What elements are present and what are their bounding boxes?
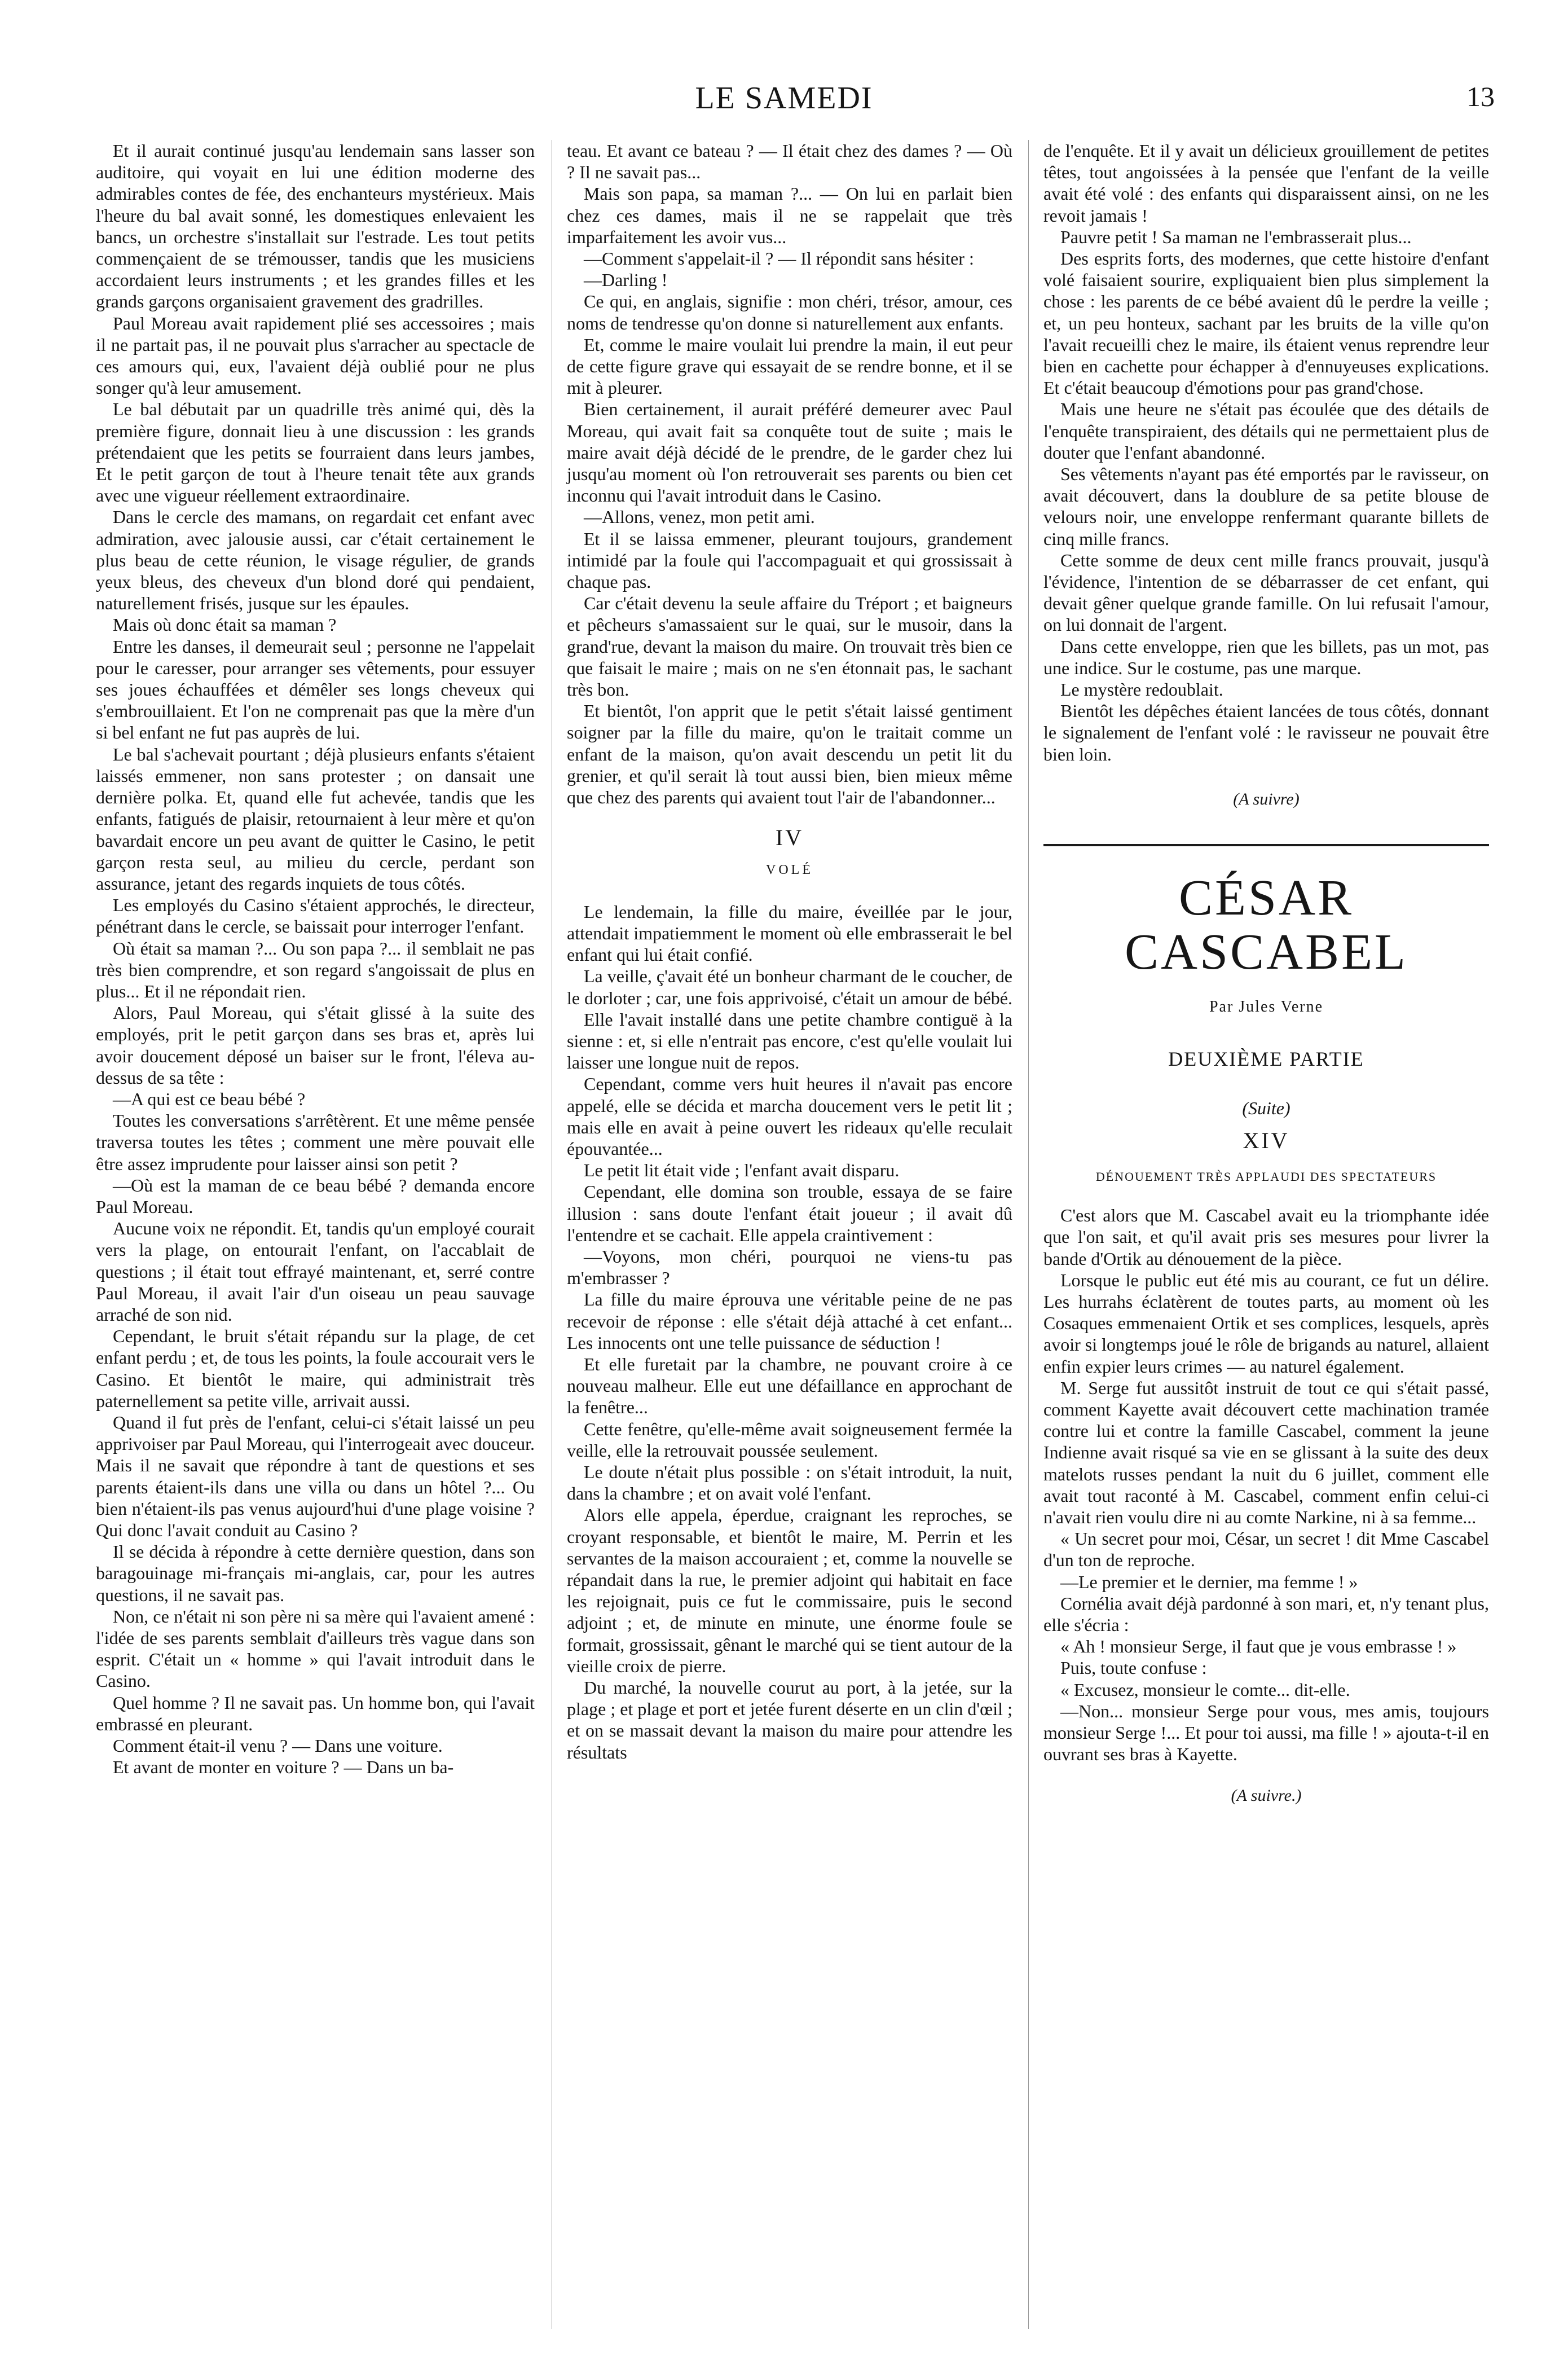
paragraph: Où était sa maman ?... Ou son papa ?... il semblait ne pas très bien comprendre, et son regard s'angoissait de plus en plus... Et il ne répondait rien. bbox=[96, 938, 535, 1001]
paragraph: Cependant, comme vers huit heures il n'avait pas encore appelé, elle se décida et marcha doucement vers le petit lit ; mais elle en avait à peine ouvert les rideaux qu'elle reculait épouvantée... bbox=[567, 1074, 1012, 1159]
paragraph: —Comment s'appelait-il ? — Il répondit sans hésiter : bbox=[584, 248, 974, 269]
paragraph: Ce qui, en anglais, signifie : mon chéri, trésor, amour, ces noms de tendresse qu'on donne si naturellement aux enfants. bbox=[567, 291, 1012, 333]
paragraph-list-middle-bottom bbox=[567, 901, 1012, 1763]
paragraph: Puis, toute confuse : bbox=[1060, 1658, 1207, 1678]
paragraph: Car c'était devenu la seule affaire du Tréport ; et baigneurs et pêcheurs s'amassaient sur le quai, sur le musoir, dans la grand'rue, devant la maison du maire. On trouvait très bien ce que faisait le maire ; mais on ne s'en étonnait pas, le sachant très bon. bbox=[567, 593, 1012, 700]
paragraph: Cette somme de deux cent mille francs prouvait, jusqu'à l'évidence, l'intention de se débarrasser de cet enfant, qui devait gêner quelque grande famille. On lui refusait l'amour, on lui donnait de l'argent. bbox=[1043, 550, 1489, 635]
paragraph: La fille du maire éprouva une véritable peine de ne pas recevoir de réponse : elle s'était déjà attaché à cet enfant... Les innocents ont une telle puissance de séduction ! bbox=[567, 1289, 1012, 1353]
journal-title: LE SAMEDI bbox=[695, 81, 873, 116]
to-be-continued-note-end: (A suivre.) bbox=[1231, 1786, 1302, 1805]
paragraph: Alors, Paul Moreau, qui s'était glissé à la suite des employés, prit le petit garçon dans ses bras et, après lui avoir doucement déposé un baiser sur le front, l'éleva au-dessus de sa tête : bbox=[96, 1003, 535, 1088]
paragraph-list-right-bottom bbox=[1043, 1205, 1489, 1765]
paragraph: —Allons, venez, mon petit ami. bbox=[584, 507, 815, 528]
paragraph: La veille, ç'avait été un bonheur charmant de le coucher, de le dorloter ; car, une fois apprivoisé, c'était un amour de bébé. bbox=[567, 966, 1012, 1008]
paragraph: Quand il fut près de l'enfant, celui-ci s'était laissé un peu apprivoiser par Paul Moreau, qui l'interrogeait avec douceur. Mais il ne savait que répondre à tant de questions et ses parents étaient-ils dans une villa ou dans un hôtel ?... Ou bien n'étaient-ils pas venus aujourd'hui d'une plage voisine ? Qui donc l'avait conduit au Casino ? bbox=[96, 1412, 535, 1540]
paragraph: Et bientôt, l'on apprit que le petit s'était laissé gentiment soigner par la fille du maire, qu'on le traitait comme un enfant de la maison, qu'on avait descendu un petit lit du grenier, et qu'il serait là tout aussi bien, bien mieux même que chez des parents qui avaient tout l'air de l'abandonner... bbox=[567, 701, 1012, 808]
paragraph: Toutes les conversations s'arrêtèrent. Et une même pensée traversa toutes les têtes ; comment une mère pouvait elle être assez imprudente pour laisser ainsi son petit ? bbox=[96, 1110, 535, 1174]
paragraph-list-middle-top bbox=[567, 140, 1012, 808]
paragraph: M. Serge fut aussitôt instruit de tout ce qui s'était passé, comment Kayette avait découvert cette machination tramée contre lui et contre la famille Cascabel, comment la jeune Indienne avait risqué sa vie en se glissant à la suite des deux matelots russes pendant la nuit du 6 juillet, comment elle avait tout raconté à M. Cascabel, comment enfin celui-ci n'avait rien voulu dire ni au comte Narkine, ni à sa femme... bbox=[1043, 1377, 1489, 1527]
paragraph: C'est alors que M. Cascabel avait eu la triomphante idée que l'on sait, et qu'il avait pris ses mesures pour livrer la bande d'Ortik au dénouement de la pièce. bbox=[1043, 1205, 1489, 1269]
paragraph: —Darling ! bbox=[584, 270, 668, 291]
paragraph-list-left bbox=[96, 140, 535, 1778]
paragraph: —Non... monsieur Serge pour vous, mes amis, toujours monsieur Serge !... Et pour toi aussi, ma fille ! » ajouta-t-il en ouvrant ses bras à Kayette. bbox=[1043, 1700, 1489, 1765]
paragraph: Dans le cercle des mamans, on regardait cet enfant avec admiration, avec jalousie aussi, car c'était certainement le plus beau de cette réunion, le visage régulier, de grands yeux bleus, des cheveux d'un blond doré qui pendaient, naturellement frisés, jusque sur les épaules. bbox=[96, 507, 535, 614]
paragraph: Il se décida à répondre à cette dernière question, dans son baragouinage mi-français mi-anglais, car, pour les autres questions, il ne savait pas. bbox=[96, 1541, 535, 1605]
paragraph: Bien certainement, il aurait préféré demeurer avec Paul Moreau, qui avait fait sa conquête tout de suite ; mais le maire avait déjà décidé de le prendre, de le garder chez lui jusqu'au moment où l'on retrouverait ses parents ou bien cet inconnu qui l'avait introduit dans le Casino. bbox=[567, 399, 1012, 506]
paragraph: « Ah ! monsieur Serge, il faut que je vous embrasse ! » bbox=[1060, 1636, 1457, 1657]
page-number: 13 bbox=[1466, 81, 1495, 112]
paragraph: Le petit lit était vide ; l'enfant avait disparu. bbox=[584, 1160, 900, 1181]
paragraph: Le mystère redoublait. bbox=[1060, 679, 1223, 700]
paragraph: Elle l'avait installé dans une petite chambre contiguë à la sienne : et, si elle n'entrait pas encore, c'est qu'elle voulait lui laisser une longue nuit de repos. bbox=[567, 1009, 1012, 1073]
text-column-left bbox=[96, 140, 535, 1778]
paragraph: Cependant, le bruit s'était répandu sur la plage, de cet enfant perdu ; et, de tous les points, la foule accourait vers le Casino. Et bientôt le maire, qui administrait très paternellement sa petite ville, arrivait aussi. bbox=[96, 1326, 535, 1411]
paragraph: Les employés du Casino s'étaient approchés, le directeur, pénétrant dans le cercle, se baissait pour interroger l'enfant. bbox=[96, 895, 535, 937]
paragraph: « Un secret pour moi, César, un secret ! dit Mme Cascabel d'un ton de reproche. bbox=[1043, 1528, 1489, 1571]
serial-author: Par Jules Verne bbox=[1209, 998, 1324, 1016]
paragraph: Le doute n'était plus possible : on s'était introduit, la nuit, dans la chambre ; et on avait volé l'enfant. bbox=[567, 1461, 1012, 1504]
paragraph: —Le premier et le dernier, ma femme ! » bbox=[1060, 1571, 1358, 1592]
paragraph: Et, comme le maire voulait lui prendre la main, il eut peur de cette figure grave qui essayait de se rendre bonne, et il se mit à pleurer. bbox=[567, 334, 1012, 398]
paragraph: Des esprits forts, des modernes, que cette histoire d'enfant volé faisaient sourire, expliquaient bien plus simplement la chose : les parents de ce bébé avaient dû le perdre la veille ; et, un peu honteux, sachant par les bruits de la ville qu'on l'avait recueilli chez le maire, ils étaient venus reprendre leur bien en cachette pour échapper à d'ennuyeuses explications. Et c'était beaucoup d'émotions pour pas grand'chose. bbox=[1043, 248, 1489, 398]
paragraph: Aucune voix ne répondit. Et, tandis qu'un employé courait vers la plage, on entourait l'enfant, on l'accablait de questions ; il était tout effrayé maintenant, et, serré contre Paul Moreau, il avait l'air d'un oiseau un peau sauvage arraché de son nid. bbox=[96, 1218, 535, 1325]
paragraph: Pauvre petit ! Sa maman ne l'embrasserait plus... bbox=[1060, 226, 1412, 247]
to-be-continued-note: (A suivre) bbox=[1233, 789, 1300, 808]
paragraph: Paul Moreau avait rapidement plié ses accessoires ; mais il ne partait pas, il ne pouvait plus s'arracher au spectacle de ces amours qui, eux, l'avaient déjà oublié pour ne plus songer qu'à leur amusement. bbox=[96, 313, 535, 398]
serial-chapter-title: DÉNOUEMENT TRÈS APPLAUDI DES SPECTATEURS bbox=[1095, 1169, 1437, 1184]
paragraph: Et il aurait continué jusqu'au lendemain sans lasser son auditoire, qui voyait en lui une édition moderne des admirables contes de fée, des enchanteurs mystérieux. Mais l'heure du bal avait sonné, les domestiques enlevaient les bancs, un orchestre s'installait sur l'estrade. Les tout petits commençaient de se trémousser, tandis que les musiciens accordaient leurs instruments ; et les grandes filles et les grands garçons organisaient gravement des gradrilles. bbox=[96, 140, 535, 312]
paragraph: teau. Et avant ce bateau ? — Il était chez des dames ? — Où ? Il ne savait pas... bbox=[567, 140, 1012, 183]
paragraph: Cette fenêtre, qu'elle-même avait soigneusement fermée la veille, elle la retrouvait poussée seulement. bbox=[567, 1418, 1012, 1461]
paragraph: Ses vêtements n'ayant pas été emportés par le ravisseur, on avait découvert, dans la doublure de sa petite blouse de velours noir, une enveloppe renfermant quarante billets de cinq mille francs. bbox=[1043, 464, 1489, 549]
paragraph: Le bal s'achevait pourtant ; déjà plusieurs enfants s'étaient laissés emmener, non sans protester ; on dansait une dernière polka. Et, quand elle fut achevée, tandis que les enfants, fatigués de plaisir, retournaient à leur mère et qu'on bavardait encore un peu avant de quitter le Casino, le petit garçon resta seul, au milieu du cercle, perdant son assurance, jetant des regards inquiets de tous côtés. bbox=[96, 744, 535, 894]
paragraph-list-right-top bbox=[1043, 140, 1489, 765]
paragraph: Lorsque le public eut été mis au courant, ce fut un délire. Les hurrahs éclatèrent de toutes parts, au moment où les Cosaques emmenaient Ortik et ses complices, lesquels, après avoir si longtemps joué le rôle de brigands au naturel, allaient enfin expier leurs crimes — au naturel également. bbox=[1043, 1269, 1489, 1377]
paragraph: Cependant, elle domina son trouble, essaya de se faire illusion : sans doute l'enfant était joueur ; il avait dû l'entendre et se cachait. Elle appela craintivement : bbox=[567, 1181, 1012, 1245]
paragraph: Quel homme ? Il ne savait pas. Un homme bon, qui l'avait embrassé en pleurant. bbox=[96, 1692, 535, 1734]
serial-title: CÉSAR CASCABEL bbox=[1124, 870, 1408, 981]
paragraph: Mais une heure ne s'était pas écoulée que des détails de l'enquête transpiraient, des détails qui ne permettaient plus de douter que l'enfant abandonné. bbox=[1043, 399, 1489, 463]
paragraph: Entre les danses, il demeurait seul ; personne ne l'appelait pour le caresser, pour arranger ses vêtements, pour essuyer ses joues échauffées et démêler ses longs cheveux qui s'embrouillaient. Et l'on ne comprenait pas que la mère d'un si bel enfant ne fut pas auprès de lui. bbox=[96, 636, 535, 743]
paragraph: Du marché, la nouvelle courut au port, à la jetée, sur la plage ; et plage et port et jetée furent déserte en un clin d'œil ; et on se massait devant la maison du maire pour attendre les résultats bbox=[567, 1677, 1012, 1762]
section-separator bbox=[1043, 844, 1489, 846]
paragraph: —Voyons, mon chéri, pourquoi ne viens-tu pas m'embrasser ? bbox=[567, 1246, 1012, 1289]
paragraph: Le lendemain, la fille du maire, éveillée par le jour, attendait impatiemment le moment où elle embrasserait le bel enfant qui lui était confié. bbox=[567, 901, 1012, 965]
paragraph: Et elle furetait par la chambre, ne pouvant croire à ce nouveau malheur. Elle eut une défaillance en approchant de la fenêtre... bbox=[567, 1353, 1012, 1418]
serial-chapter-number: XIV bbox=[1243, 1127, 1290, 1153]
paragraph: Et il se laissa emmener, pleurant toujours, grandement intimidé par la foule qui l'accompaguait et qui grossissait à chaque pas. bbox=[567, 528, 1012, 592]
paragraph: Bientôt les dépêches étaient lancées de tous côtés, donnant le signalement de l'enfant volé : le ravisseur ne pouvait être bien loin. bbox=[1043, 701, 1489, 764]
paragraph: « Excusez, monsieur le comte... dit-elle. bbox=[1060, 1679, 1350, 1700]
paragraph: Mais son papa, sa maman ?... — On lui en parlait bien chez ces dames, mais il ne se rappelait que très imparfaitement les avoir vus... bbox=[567, 183, 1012, 247]
chapter-number: IV bbox=[775, 825, 804, 851]
paragraph: Mais où donc était sa maman ? bbox=[113, 614, 337, 635]
paragraph: Et avant de monter en voiture ? — Dans un ba- bbox=[113, 1757, 454, 1778]
paragraph: Alors elle appela, éperdue, craignant les reproches, se croyant responsable, et bientôt le maire, M. Perrin et les servantes de la maison accouraient ; et, comme la nouvelle se répandait dans la rue, le premier adjoint qui habitait en face les rejoignait, puis ce fut le commissaire, puis le second adjoint ; et, de minute en minute, une énorme foule se formait, grossissait, gênant le marché qui se tient autour de la vieille croix de pierre. bbox=[567, 1505, 1012, 1676]
paragraph: Dans cette enveloppe, rien que les billets, pas un mot, pas une indice. Sur le costume, pas une marque. bbox=[1043, 636, 1489, 678]
paragraph: de l'enquête. Et il y avait un délicieux grouillement de petites têtes, tout angoissées à la pensée que l'enfant de la veille avait été volé : des enfants qui disparaissent ainsi, on ne les revoit jamais ! bbox=[1043, 140, 1489, 226]
column-rule-right bbox=[1028, 140, 1029, 2329]
paragraph: Comment était-il venu ? — Dans une voiture. bbox=[113, 1735, 443, 1756]
paragraph: —Où est la maman de ce beau bébé ? demanda encore Paul Moreau. bbox=[96, 1175, 535, 1217]
serial-suite-label: (Suite) bbox=[1242, 1097, 1290, 1118]
chapter-title: VOLÉ bbox=[766, 862, 813, 877]
paragraph: Non, ce n'était ni son père ni sa mère qui l'avaient amené : l'idée de ses parents semblait d'ailleurs très vague dans son esprit. C'était un « homme » qui l'avait introduit dans le Casino. bbox=[96, 1606, 535, 1691]
paragraph: Cornélia avait déjà pardonné à son mari, et, n'y tenant plus, elle s'écria : bbox=[1043, 1593, 1489, 1635]
serial-part: DEUXIÈME PARTIE bbox=[1168, 1048, 1364, 1071]
paragraph: —A qui est ce beau bébé ? bbox=[113, 1088, 306, 1109]
page-header bbox=[0, 0, 1568, 130]
text-column-middle bbox=[567, 140, 1012, 1763]
paragraph: Le bal débutait par un quadrille très animé qui, dès la première figure, donnait lieu à une discussion : les grands prétendaient que les petits se fourraient dans leurs jambes, Et le petit garçon de tout à l'heure tenait tête aux grands avec une vigueur réellement extraordinaire. bbox=[96, 399, 535, 506]
text-column-right bbox=[1043, 140, 1489, 1807]
